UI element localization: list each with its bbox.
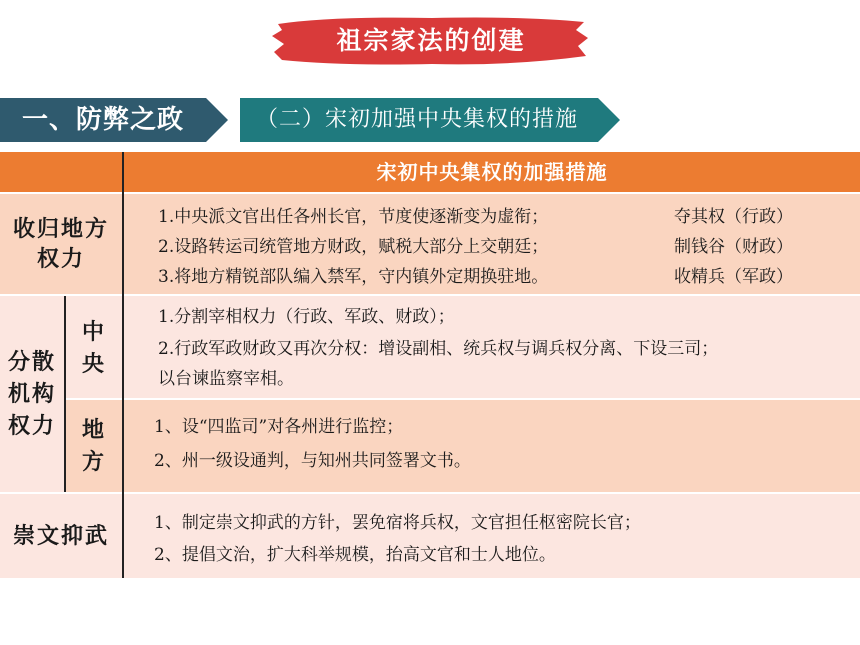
row-label-line: 分散 bbox=[7, 349, 56, 375]
row-label-line: 权力 bbox=[36, 246, 85, 272]
row-label-promote-civil: 崇文抑武 bbox=[0, 494, 122, 578]
sub-label-local bbox=[66, 400, 122, 492]
table-header: 宋初中央集权的加强措施 bbox=[124, 152, 860, 192]
list-item: 1、设“四监司”对各州进行监控； bbox=[154, 417, 404, 437]
row-label-reclaim-local-power bbox=[0, 194, 122, 294]
sub-label-central bbox=[66, 296, 122, 398]
row-label-disperse-power bbox=[0, 296, 64, 492]
header-blank-cell bbox=[0, 152, 122, 192]
sub-label-line: 中 bbox=[81, 319, 106, 345]
row-content-promote-civil bbox=[124, 494, 860, 578]
list-item: 1.中央派文官出任各州长官，节度使逐渐变为虚衔； bbox=[158, 207, 549, 227]
list-item: 以台谏监察宰相。 bbox=[158, 369, 294, 389]
central-content bbox=[124, 296, 860, 398]
list-item: 2.行政军政财政又再次分权：增设副相、统兵权与调兵权分离、下设三司； bbox=[158, 339, 719, 359]
section-heading-2 bbox=[240, 98, 620, 142]
table-divider bbox=[122, 152, 124, 578]
sub-label-line: 央 bbox=[81, 351, 106, 377]
sub-label-line: 地 bbox=[81, 417, 106, 443]
section-heading-1-label: 一、防弊之政 bbox=[22, 105, 185, 135]
row-label-line: 权力 bbox=[7, 413, 56, 439]
item-note: 夺其权（行政） bbox=[674, 207, 793, 227]
list-item: 2、提倡文治，扩大科举规模，抬高文官和士人地位。 bbox=[154, 545, 556, 565]
section-heading-1 bbox=[0, 98, 228, 142]
list-item: 1、制定崇文抑武的方针，罢免宿将兵权，文官担任枢密院长官； bbox=[154, 513, 641, 533]
row-label-line: 收归地方 bbox=[12, 216, 109, 242]
page-title: 祖宗家法的创建 bbox=[336, 26, 526, 55]
item-note: 制钱谷（财政） bbox=[674, 237, 793, 257]
local-content bbox=[124, 400, 860, 492]
row-content-reclaim-local-power bbox=[124, 194, 860, 294]
list-item: 3.将地方精锐部队编入禁军，守内镇外定期换驻地。 bbox=[158, 267, 549, 287]
item-note: 收精兵（军政） bbox=[674, 267, 793, 287]
list-item: 2、州一级设通判，与知州共同签署文书。 bbox=[154, 451, 471, 471]
list-item: 1.分割宰相权力（行政、军政、财政）； bbox=[158, 307, 455, 327]
table-divider bbox=[64, 296, 66, 492]
row-label-line: 机构 bbox=[7, 381, 56, 407]
section-heading-2-label: （二）宋初加强中央集权的措施 bbox=[256, 107, 579, 132]
list-item: 2.设路转运司统管地方财政，赋税大部分上交朝廷； bbox=[158, 237, 549, 257]
sub-label-line: 方 bbox=[81, 449, 106, 475]
title-banner bbox=[272, 14, 590, 68]
